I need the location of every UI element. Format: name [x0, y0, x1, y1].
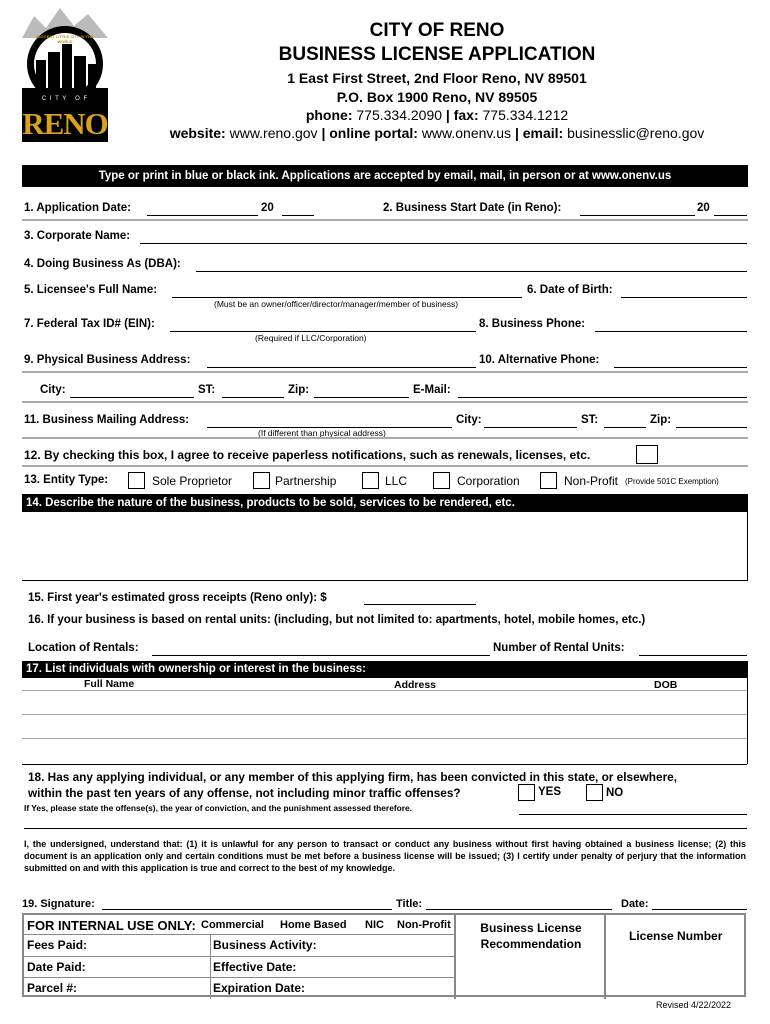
gross-receipts-label: 15. First year's estimated gross receipts (Reno only): $ — [28, 592, 327, 604]
business-phone-label: 8. Business Phone: — [479, 318, 586, 330]
header-web-line — [52, 125, 770, 141]
mailing-address-label: 11. Business Mailing Address: — [24, 414, 190, 426]
paperless-checkbox[interactable] — [636, 445, 658, 464]
physical-address-label: 9. Physical Business Address: — [24, 354, 191, 366]
ein-field[interactable] — [170, 331, 476, 332]
divider — [22, 437, 748, 439]
state-field[interactable] — [222, 397, 284, 398]
header-address2: P.O. Box 1900 Reno, NV 89505 — [336, 89, 538, 105]
phone-label: phone: — [305, 107, 353, 123]
conviction-no-checkbox[interactable] — [586, 784, 603, 801]
email-link[interactable]: businesslic@reno.gov — [567, 125, 705, 141]
signature-label: 19. Signature: — [22, 898, 95, 910]
date-field[interactable] — [652, 909, 747, 910]
license-number-label: License Number — [629, 929, 723, 943]
divider — [22, 371, 748, 373]
effective-date-label: Effective Date: — [213, 960, 297, 974]
conviction-question-line1: 18. Has any applying individual, or any member of this applying firm, has been convicted in this state, or elsewhere, — [28, 770, 678, 784]
nonprofit-label: Non-Profit — [564, 474, 619, 488]
section-17-heading: 17. List individuals with ownership or interest in the business: — [26, 663, 366, 675]
fax-label: fax: — [453, 107, 479, 123]
nonprofit-note: (Provide 501C Exemption) — [625, 477, 719, 486]
owner-row-1[interactable] — [22, 690, 747, 715]
email-label: E-Mail: — [413, 384, 451, 396]
location-rentals-field[interactable] — [152, 655, 490, 656]
date-label: Date: — [621, 898, 649, 910]
mailing-zip-field[interactable] — [676, 427, 747, 428]
website-label: website: — [169, 125, 226, 141]
col-header-dob: DOB — [654, 679, 678, 691]
application-date-field[interactable] — [147, 215, 258, 216]
certification-text: I, the undersigned, understand that: (1) it is unlawful for any person to transact or conduct any business without first having obtained a business license; (2) this document is an application only and certain conditions must be met before a business license will be issued; (3) I certify under penalty of perjury that the information submitted on and with this application is true and correct to the best of my knowledge. — [24, 839, 746, 873]
mailing-city-field[interactable] — [484, 427, 577, 428]
expiration-date-label: Expiration Date: — [213, 981, 306, 995]
dob-label: 6. Date of Birth: — [527, 284, 613, 296]
logo-name: RENO — [22, 106, 108, 141]
type-home-based: Home Based — [280, 919, 347, 931]
section-14-bar — [22, 494, 748, 512]
city-label: City: — [40, 384, 66, 396]
partnership-checkbox[interactable] — [253, 472, 270, 489]
owner-row-2[interactable] — [22, 714, 747, 739]
fax-value: 775.334.1212 — [482, 107, 569, 123]
header-address1: 1 East First Street, 2nd Floor Reno, NV 89501 — [287, 70, 587, 86]
start-date-year-label: 20 — [697, 202, 710, 214]
start-date-field[interactable] — [580, 215, 695, 216]
mailing-zip-label: Zip: — [650, 414, 672, 426]
type-commercial: Commercial — [201, 919, 264, 931]
partnership-label: Partnership — [275, 474, 337, 488]
grid-vline — [454, 915, 456, 999]
sole-proprietor-checkbox[interactable] — [128, 472, 145, 489]
dob-field[interactable] — [621, 297, 747, 298]
divider — [22, 401, 748, 403]
email-field[interactable] — [458, 397, 747, 398]
sep: | — [445, 107, 450, 123]
signature-field[interactable] — [102, 909, 392, 910]
llc-label: LLC — [385, 474, 408, 488]
gross-receipts-field[interactable] — [364, 604, 476, 605]
city-field[interactable] — [70, 397, 194, 398]
instructions-text: Type or print in blue or black ink. Applications are accepted by email, mail, in person or at www.onenv.us — [98, 170, 672, 182]
grid-hline — [24, 977, 454, 978]
website-link[interactable]: www.reno.gov — [229, 125, 318, 141]
alt-phone-field[interactable] — [614, 367, 747, 368]
application-date-year-field[interactable] — [282, 215, 314, 216]
state-label: ST: — [198, 384, 216, 396]
type-non-profit: Non-Profit — [397, 919, 451, 931]
conviction-no-label: NO — [606, 787, 624, 799]
col-header-address: Address — [394, 679, 437, 691]
conviction-details-field[interactable] — [519, 814, 747, 815]
start-date-year-field[interactable] — [714, 215, 747, 216]
conviction-yes-label: YES — [538, 786, 562, 798]
dba-label: 4. Doing Business As (DBA): — [24, 258, 181, 270]
paperless-label: 12. By checking this box, I agree to receive paperless notifications, such as renewals, licenses, etc. — [24, 448, 591, 462]
location-rentals-label: Location of Rentals: — [28, 642, 139, 654]
grid-vline — [210, 934, 211, 999]
application-date-year-label: 20 — [261, 202, 274, 214]
nonprofit-checkbox[interactable] — [540, 472, 557, 489]
ein-label: 7. Federal Tax ID# (EIN): — [24, 318, 155, 330]
owner-row-3[interactable] — [22, 738, 747, 765]
corporation-label: Corporation — [457, 474, 520, 488]
corporate-name-label: 3. Corporate Name: — [24, 230, 131, 242]
business-description-area[interactable] — [22, 512, 748, 580]
grid-hline — [24, 934, 454, 935]
rental-units-count-field[interactable] — [639, 655, 747, 656]
logo-seal-text: BIGGEST LITTLE CITY IN THE WORLD — [36, 34, 94, 44]
email-label: email: — [522, 125, 564, 141]
licensee-name-label: 5. Licensee's Full Name: — [24, 284, 158, 296]
mailing-city-label: City: — [456, 414, 482, 426]
divider — [22, 465, 748, 467]
grid-hline — [24, 956, 454, 957]
business-activity-label: Business Activity: — [213, 938, 317, 952]
portal-label: online portal: — [329, 125, 418, 141]
conviction-note: If Yes, please state the offense(s), the year of conviction, and the punishment assessed therefore. — [24, 803, 413, 813]
header-city: CITY OF RENO — [369, 20, 505, 41]
start-date-label: 2. Business Start Date (in Reno): — [383, 202, 562, 214]
internal-heading: FOR INTERNAL USE ONLY: — [27, 918, 196, 933]
sole-proprietor-label: Sole Proprietor — [152, 474, 233, 488]
rental-units-count-label: Number of Rental Units: — [493, 642, 625, 654]
col-header-full-name: Full Name — [84, 678, 135, 690]
application-date-label: 1. Application Date: — [24, 202, 131, 214]
mailing-address-note: (If different than physical address) — [258, 428, 386, 438]
mailing-state-field[interactable] — [604, 427, 646, 428]
fees-paid-label: Fees Paid: — [27, 938, 88, 952]
ein-note: (Required if LLC/Corporation) — [255, 333, 367, 343]
recommendation-label: Business License Recommendation — [480, 921, 582, 951]
conviction-details-line2[interactable] — [24, 828, 747, 829]
header-title: BUSINESS LICENSE APPLICATION — [278, 44, 596, 65]
business-phone-field[interactable] — [595, 331, 747, 332]
divider — [22, 580, 748, 581]
mailing-state-label: ST: — [581, 414, 599, 426]
corporation-checkbox[interactable] — [433, 472, 450, 489]
phone-value: 775.334.2090 — [356, 107, 443, 123]
zip-field[interactable] — [314, 397, 409, 398]
zip-label: Zip: — [288, 384, 310, 396]
title-field[interactable] — [426, 909, 612, 910]
llc-checkbox[interactable] — [362, 472, 379, 489]
sep: | — [321, 125, 326, 141]
entity-type-label: 13. Entity Type: — [24, 474, 109, 486]
type-nic: NIC — [365, 919, 384, 931]
owners-table — [22, 678, 748, 764]
rental-units-text: 16. If your business is based on rental units: (including, but not limited to: apartments, hotel, mobile homes, etc.) — [28, 614, 646, 626]
parcel-label: Parcel #: — [27, 981, 78, 995]
alt-phone-label: 10. Alternative Phone: — [479, 354, 600, 366]
section-17-bar — [22, 661, 748, 678]
header-phone-line — [52, 107, 770, 123]
conviction-yes-checkbox[interactable] — [518, 784, 535, 801]
dba-field[interactable] — [196, 271, 747, 272]
divider — [22, 219, 748, 221]
physical-address-field[interactable] — [207, 367, 476, 368]
revised-date: Revised 4/22/2022 — [656, 1000, 732, 1010]
instructions-bar — [22, 165, 748, 187]
section-14-heading: 14. Describe the nature of the business, products to be sold, services to be rendered, etc. — [26, 497, 515, 509]
date-paid-label: Date Paid: — [27, 960, 86, 974]
title-label: Title: — [396, 898, 423, 910]
internal-use-box — [22, 913, 746, 997]
corporate-name-field[interactable] — [140, 243, 747, 244]
licensee-name-field[interactable] — [172, 297, 522, 298]
grid-vline — [604, 915, 606, 999]
logo-city-of: C I T Y O F — [41, 96, 89, 102]
portal-link[interactable]: www.onenv.us — [421, 125, 512, 141]
conviction-question-line2: within the past ten years of any offense, not including minor traffic offenses? — [28, 786, 461, 800]
sep: | — [514, 125, 519, 141]
licensee-name-note: (Must be an owner/officer/director/manager/member of business) — [214, 299, 459, 309]
